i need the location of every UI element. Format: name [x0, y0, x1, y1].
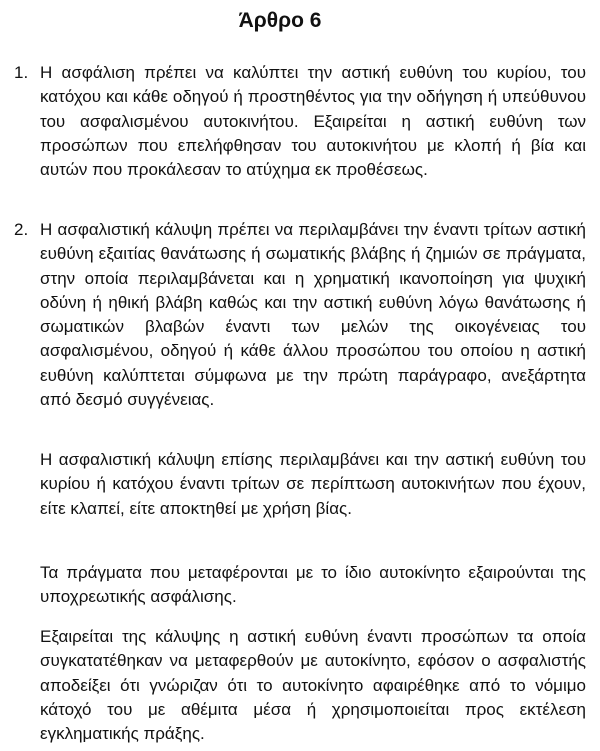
- numbered-paragraph-1: [14, 61, 586, 182]
- paragraph-number: 1.: [14, 63, 29, 82]
- paragraph-stolen-vehicles: Η ασφαλιστική κάλυψη επίσης περιλαμβάνει και την αστική ευθύνη του κυρίου ή κατόχου έναντι τρίτων σε περίπτωση αυτοκινήτων που έχουν, είτε κλαπεί, είτε αποκτηθεί με χρήση βίας.: [40, 450, 586, 518]
- paragraph-transported-goods: Τα πράγματα που μεταφέρονται με το ίδιο αυτοκίνητο εξαιρούνται της υποχρεωτικής ασφάλισης.: [40, 563, 586, 607]
- paragraph-text: Η ασφαλιστική κάλυψη πρέπει να περιλαμβάνει την έναντι τρίτων αστική ευθύνη εξαιτίας θανάτωσης ή σωματικής βλάβης ή ζημιών σε πράγματα, στην οποία περιλαμβάνεται και η χρηματική ικανοποίηση για ψυχική οδύνη ή ηθική βλάβη καθώς και την αστική ευθύνη λόγω θανάτωσης ή σωματικών βλαβών έναντι των μελών της οικογένειας του ασφαλισμένου, οδηγού ή κάθε άλλου προσώπου του οποίου η αστική ευθύνη καλύπτεται σύμφωνα με την πρώτη παράγραφο, ανεξάρτητα από δεσμό συγγένειας.: [40, 220, 586, 410]
- page-title: Άρθρο 6: [238, 9, 322, 32]
- paragraph-consenting-passengers: Εξαιρείται της κάλυψης η αστική ευθύνη έναντι προσώπων τα οποία συγκατατέθηκαν να μεταφερθούν με αυτοκίνητο, εφόσον ο ασφαλιστής αποδείξει ότι γνώριζαν ότι το αυτοκίνητο αφαιρέθηκε από το νόμιμο κάτοχό του με αθέμιτα μέσα ή χρησιμοποιείται προς εκτέλεση εγκληματικής πράξης.: [40, 627, 586, 744]
- paragraph-text: Η ασφάλιση πρέπει να καλύπτει την αστική ευθύνη του κυρίου, του κατόχου και κάθε οδηγού ή προστηθέντος για την οδήγηση ή υπεύθυνου του ασφαλισμένου αυτοκινήτου. Εξαιρείται η αστική ευθύνη των προσώπων που επελήφθησαν του αυτοκινήτου με κλοπή ή βία και αυτών που προκάλεσαν το ατύχημα εκ προθέσεως.: [40, 63, 586, 180]
- numbered-paragraph-2: [14, 218, 586, 412]
- paragraph-number: 2.: [14, 220, 29, 239]
